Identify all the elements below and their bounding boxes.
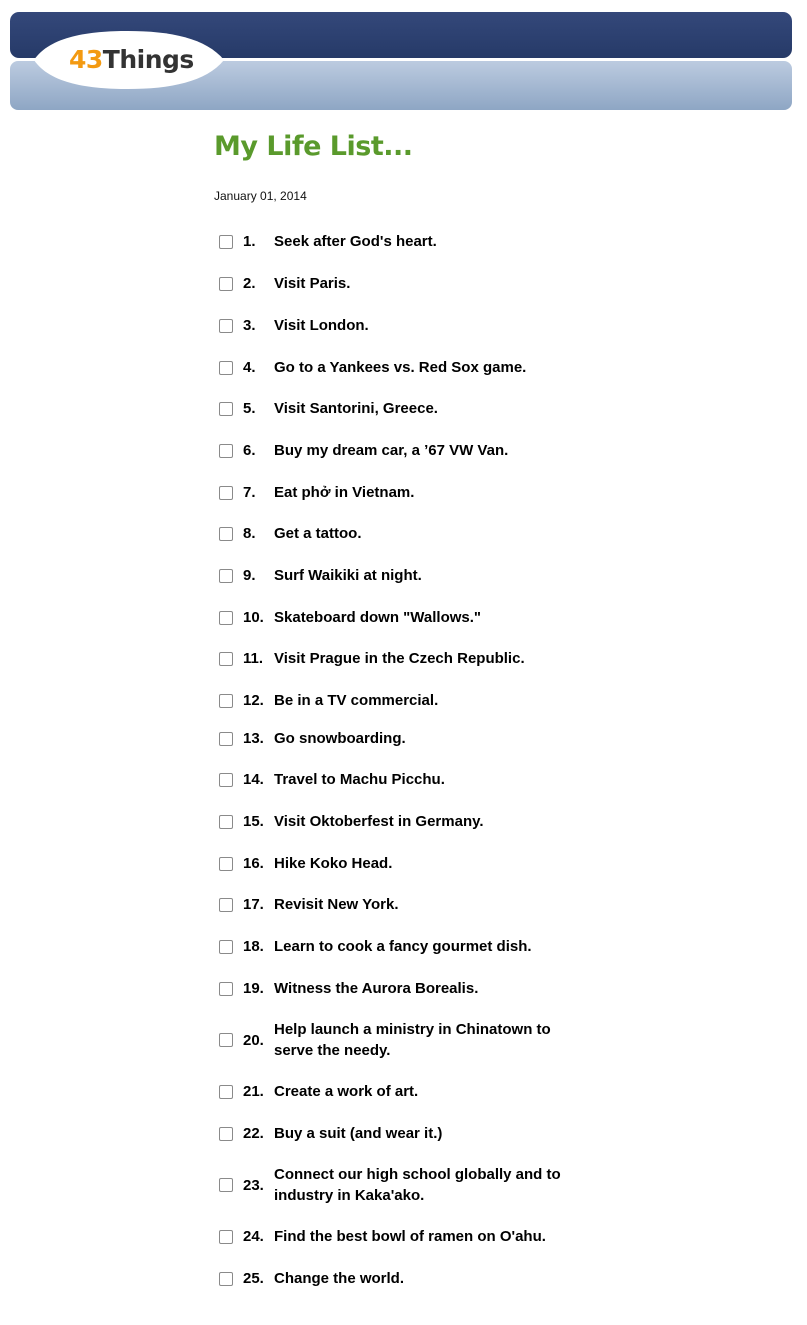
list-item — [219, 357, 599, 378]
item-text: Visit Prague in the Czech Republic. — [274, 650, 525, 667]
item-text: Visit Santorini, Greece. — [274, 400, 438, 417]
item-checkbox[interactable] — [219, 773, 233, 787]
item-text: Be in a TV commercial. — [274, 692, 439, 709]
list-item — [219, 1123, 599, 1144]
item-checkbox[interactable] — [219, 361, 233, 375]
item-checkbox[interactable] — [219, 857, 233, 871]
item-text: Seek after God's heart. — [274, 233, 437, 250]
item-checkbox[interactable] — [219, 940, 233, 954]
item-text: Revisit New York. — [274, 896, 399, 913]
list-item — [219, 936, 599, 957]
list-item — [219, 565, 599, 586]
item-checkbox[interactable] — [219, 1178, 233, 1192]
item-checkbox[interactable] — [219, 1085, 233, 1099]
item-text: Eat phở in Vietnam. — [274, 484, 415, 501]
item-text: Help launch a ministry in Chinatown to serve the needy. — [274, 1021, 551, 1059]
list-date: January 01, 2014 — [214, 189, 307, 203]
list-item — [219, 769, 599, 790]
item-text: Connect our high school globally and to industry in Kaka'ako. — [274, 1166, 561, 1204]
item-checkbox[interactable] — [219, 1272, 233, 1286]
item-checkbox[interactable] — [219, 1033, 233, 1047]
item-number: 12. — [243, 692, 264, 709]
item-checkbox[interactable] — [219, 694, 233, 708]
item-text: Create a work of art. — [274, 1083, 419, 1100]
list-item — [219, 231, 599, 252]
item-number: 15. — [243, 813, 264, 830]
item-text: Travel to Machu Picchu. — [274, 771, 445, 788]
list-item — [219, 398, 599, 419]
list-item — [219, 607, 599, 628]
list-item — [219, 523, 599, 544]
item-number: 14. — [243, 771, 264, 788]
list-item — [219, 440, 599, 461]
item-checkbox[interactable] — [219, 527, 233, 541]
item-checkbox[interactable] — [219, 1127, 233, 1141]
item-checkbox[interactable] — [219, 486, 233, 500]
site-header — [10, 12, 792, 110]
item-number: 6. — [243, 442, 256, 459]
list-item — [219, 1226, 599, 1247]
item-number: 8. — [243, 525, 256, 542]
item-number: 20. — [243, 1031, 264, 1049]
item-checkbox[interactable] — [219, 277, 233, 291]
item-checkbox[interactable] — [219, 815, 233, 829]
item-number: 1. — [243, 233, 256, 250]
item-checkbox[interactable] — [219, 898, 233, 912]
list-item — [219, 690, 599, 711]
item-text: Buy a suit (and wear it.) — [274, 1125, 443, 1142]
item-text: Visit London. — [274, 317, 369, 334]
item-text: Learn to cook a fancy gourmet dish. — [274, 938, 532, 955]
item-number: 4. — [243, 359, 256, 376]
item-checkbox[interactable] — [219, 611, 233, 625]
item-number: 11. — [243, 650, 264, 667]
item-checkbox[interactable] — [219, 444, 233, 458]
item-checkbox[interactable] — [219, 982, 233, 996]
item-number: 9. — [243, 567, 256, 584]
item-number: 19. — [243, 980, 264, 997]
item-text: Go snowboarding. — [274, 730, 406, 747]
item-text: Witness the Aurora Borealis. — [274, 980, 479, 997]
list-item — [219, 648, 599, 669]
item-text: Hike Koko Head. — [274, 855, 393, 872]
item-number: 25. — [243, 1270, 264, 1287]
list-item — [219, 1268, 599, 1289]
list-item — [219, 811, 599, 832]
item-text: Find the best bowl of ramen on O'ahu. — [274, 1228, 546, 1245]
item-checkbox[interactable] — [219, 319, 233, 333]
item-number: 21. — [243, 1083, 264, 1100]
item-number: 17. — [243, 896, 264, 913]
item-number: 23. — [243, 1176, 264, 1194]
list-item — [219, 482, 599, 503]
item-number: 5. — [243, 400, 256, 417]
item-text: Buy my dream car, a ’67 VW Van. — [274, 442, 509, 459]
item-checkbox[interactable] — [219, 1230, 233, 1244]
item-number: 10. — [243, 609, 264, 626]
item-number: 3. — [243, 317, 256, 334]
item-checkbox[interactable] — [219, 235, 233, 249]
item-text: Change the world. — [274, 1270, 405, 1287]
item-text: Get a tattoo. — [274, 525, 362, 542]
item-number: 22. — [243, 1125, 264, 1142]
item-text: Surf Waikiki at night. — [274, 567, 422, 584]
list-item — [219, 853, 599, 874]
list-item — [219, 728, 599, 749]
list-item — [219, 1019, 599, 1061]
item-checkbox[interactable] — [219, 402, 233, 416]
item-checkbox[interactable] — [219, 569, 233, 583]
list-item — [219, 978, 599, 999]
list-item — [219, 1164, 599, 1206]
item-number: 24. — [243, 1228, 264, 1245]
list-item — [219, 1081, 599, 1102]
item-number: 18. — [243, 938, 264, 955]
item-checkbox[interactable] — [219, 732, 233, 746]
item-text: Visit Paris. — [274, 275, 351, 292]
item-number: 2. — [243, 275, 256, 292]
item-number: 13. — [243, 730, 264, 747]
logo-number: 43 — [69, 45, 103, 74]
item-text: Skateboard down "Wallows." — [274, 609, 482, 626]
43things-logo[interactable] — [69, 45, 194, 75]
item-checkbox[interactable] — [219, 652, 233, 666]
item-text: Go to a Yankees vs. Red Sox game. — [274, 359, 527, 376]
list-item — [219, 315, 599, 336]
page-title: My Life List... — [214, 131, 413, 162]
item-number: 7. — [243, 484, 256, 501]
item-text: Visit Oktoberfest in Germany. — [274, 813, 484, 830]
list-item — [219, 273, 599, 294]
logo-word: Things — [102, 45, 194, 74]
item-number: 16. — [243, 855, 264, 872]
list-item — [219, 894, 599, 915]
